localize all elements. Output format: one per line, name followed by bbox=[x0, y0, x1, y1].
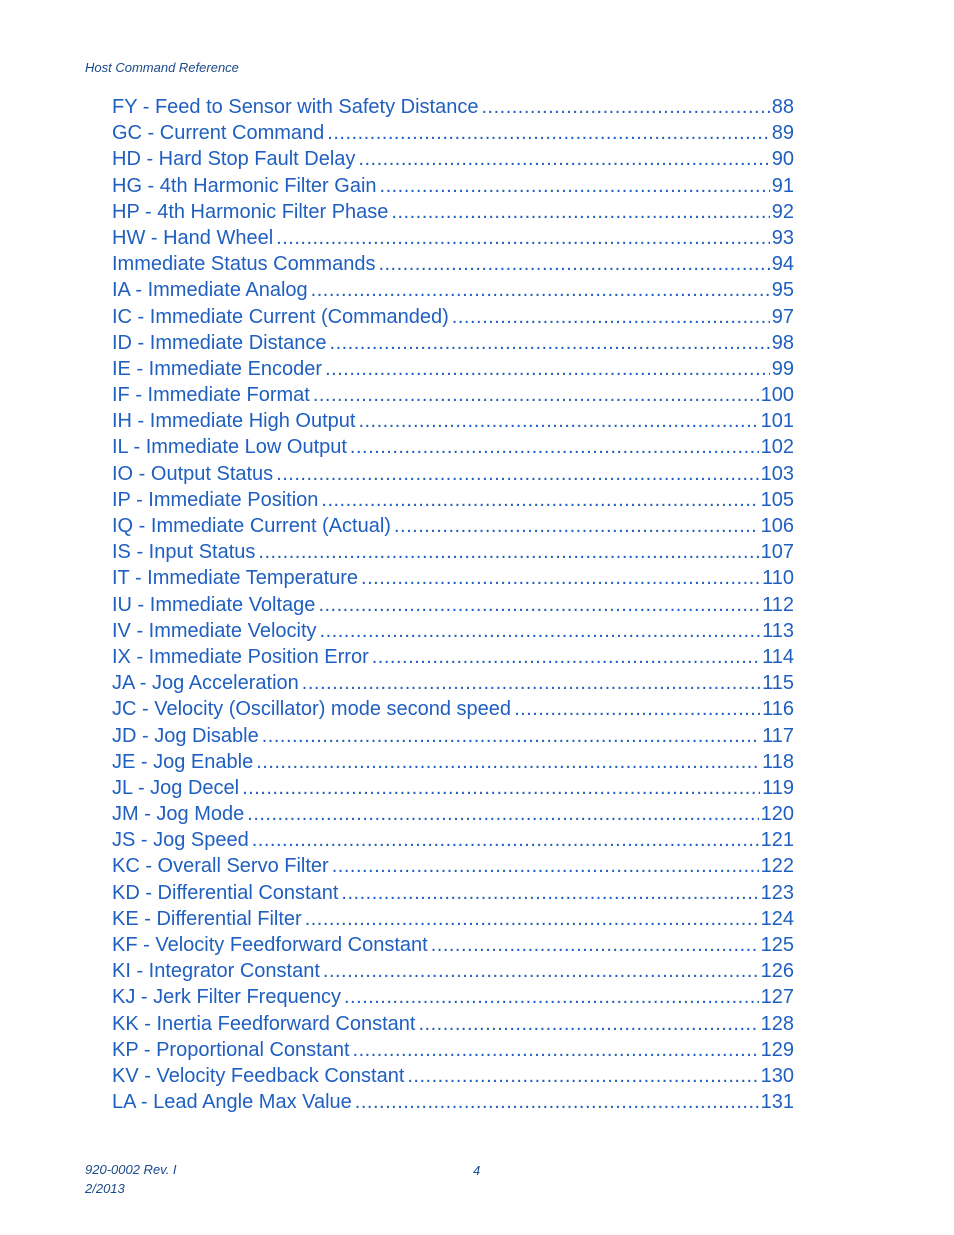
toc-dot-leader bbox=[514, 696, 760, 722]
toc-entry-page[interactable]: 101 bbox=[760, 410, 794, 433]
toc-entry[interactable] bbox=[112, 670, 794, 696]
toc-entry-page[interactable]: 99 bbox=[771, 357, 794, 380]
toc-entry-page[interactable]: 88 bbox=[771, 96, 794, 118]
toc-entry-title[interactable]: IV - Immediate Velocity bbox=[112, 619, 317, 642]
toc-entry[interactable] bbox=[112, 1011, 794, 1037]
toc-entry[interactable] bbox=[112, 749, 794, 775]
toc-entry-title[interactable]: KV - Velocity Feedback Constant bbox=[112, 1064, 405, 1087]
toc-entry-page[interactable]: 102 bbox=[760, 436, 794, 459]
toc-dot-leader bbox=[302, 670, 760, 696]
toc-entry-page[interactable]: 91 bbox=[771, 174, 794, 197]
toc-dot-leader bbox=[252, 827, 759, 853]
toc-entry-page[interactable]: 107 bbox=[760, 541, 794, 564]
toc-entry[interactable] bbox=[112, 618, 794, 644]
toc-dot-leader bbox=[350, 434, 759, 460]
toc-dot-leader bbox=[344, 984, 759, 1010]
toc-entry[interactable] bbox=[112, 723, 794, 749]
toc-entry-title[interactable]: HW - Hand Wheel bbox=[112, 226, 274, 249]
toc-entry-title[interactable]: ID - Immediate Distance bbox=[112, 331, 327, 354]
toc-dot-leader bbox=[431, 932, 759, 958]
footer-date: 2/2013 bbox=[85, 1181, 125, 1196]
toc-dot-leader bbox=[321, 487, 758, 513]
toc-entry[interactable] bbox=[112, 1089, 794, 1115]
toc-entry[interactable] bbox=[112, 644, 794, 670]
toc-dot-leader bbox=[311, 277, 770, 303]
toc-entry-page[interactable]: 117 bbox=[762, 724, 794, 747]
toc-entry-title[interactable]: Immediate Status Commands bbox=[112, 253, 376, 276]
toc-entry[interactable] bbox=[112, 251, 794, 277]
toc-entry-title[interactable]: IF - Immediate Format bbox=[112, 384, 310, 407]
toc-dot-leader bbox=[276, 225, 770, 251]
toc-entry-page[interactable]: 119 bbox=[762, 776, 794, 799]
running-header: Host Command Reference bbox=[85, 60, 239, 75]
toc-entry-page[interactable]: 105 bbox=[760, 488, 794, 511]
toc-entry-page[interactable]: 112 bbox=[762, 593, 794, 616]
toc-entry-title[interactable]: IL - Immediate Low Output bbox=[112, 436, 347, 459]
toc-entry-page[interactable]: 118 bbox=[762, 750, 794, 773]
toc-dot-leader bbox=[355, 1089, 759, 1115]
toc-entry[interactable] bbox=[112, 382, 794, 408]
toc-entry-title[interactable]: KD - Differential Constant bbox=[112, 881, 339, 904]
toc-entry-title[interactable]: IC - Immediate Current (Commanded) bbox=[112, 305, 449, 328]
toc-dot-leader bbox=[407, 1063, 758, 1089]
toc-entry-title[interactable]: KE - Differential Filter bbox=[112, 907, 302, 930]
toc-dot-leader bbox=[358, 146, 769, 172]
toc-dot-leader bbox=[323, 958, 759, 984]
toc-entry-title[interactable]: HD - Hard Stop Fault Delay bbox=[112, 148, 356, 171]
toc-entry-page[interactable]: 110 bbox=[762, 567, 794, 590]
toc-entry-title[interactable]: IU - Immediate Voltage bbox=[112, 593, 316, 616]
toc-entry[interactable] bbox=[112, 304, 794, 330]
toc-entry-title[interactable]: KP - Proportional Constant bbox=[112, 1038, 350, 1061]
toc-entry-title[interactable]: JL - Jog Decel bbox=[112, 776, 240, 799]
toc-dot-leader bbox=[262, 723, 760, 749]
toc-entry-title[interactable]: JD - Jog Disable bbox=[112, 724, 259, 747]
toc-entry-page[interactable]: 93 bbox=[771, 226, 794, 249]
toc-entry[interactable] bbox=[112, 932, 794, 958]
toc-entry-title[interactable]: IT - Immediate Temperature bbox=[112, 567, 359, 590]
toc-entry-page[interactable]: 126 bbox=[760, 960, 794, 983]
toc-dot-leader bbox=[318, 592, 760, 618]
toc-entry-page[interactable]: 106 bbox=[760, 515, 794, 537]
toc-entry-page[interactable]: 123 bbox=[760, 881, 794, 904]
toc-dot-leader bbox=[256, 749, 760, 775]
toc-entry-title[interactable]: HP - 4th Harmonic Filter Phase bbox=[112, 200, 389, 223]
toc-entry[interactable] bbox=[112, 775, 794, 801]
toc-entry-title[interactable]: KI - Integrator Constant bbox=[112, 960, 320, 983]
toc-entry-page[interactable]: 129 bbox=[760, 1038, 794, 1061]
toc-entry-page[interactable]: 124 bbox=[760, 907, 794, 930]
toc-entry-page[interactable]: 121 bbox=[760, 829, 794, 852]
toc-entry-page[interactable]: 113 bbox=[762, 619, 794, 642]
toc-entry-title[interactable]: IP - Immediate Position bbox=[112, 488, 319, 511]
table-of-contents bbox=[112, 94, 794, 1115]
toc-dot-leader bbox=[320, 618, 761, 644]
toc-entry-title[interactable]: JC - Velocity (Oscillator) mode second speed bbox=[112, 698, 512, 721]
toc-dot-leader bbox=[391, 199, 769, 225]
toc-entry-page[interactable]: 128 bbox=[760, 1012, 794, 1035]
toc-entry-title[interactable]: JS - Jog Speed bbox=[112, 829, 249, 852]
toc-entry[interactable] bbox=[112, 801, 794, 827]
toc-entry-page[interactable]: 120 bbox=[760, 803, 794, 826]
toc-entry-page[interactable]: 130 bbox=[760, 1064, 794, 1087]
toc-entry-title[interactable]: JE - Jog Enable bbox=[112, 750, 254, 773]
toc-entry-title[interactable]: IS - Input Status bbox=[112, 541, 256, 564]
toc-entry-title[interactable]: IH - Immediate High Output bbox=[112, 410, 356, 433]
toc-entry[interactable] bbox=[112, 958, 794, 984]
toc-entry[interactable] bbox=[112, 434, 794, 460]
toc-entry[interactable] bbox=[112, 539, 794, 565]
toc-dot-leader bbox=[330, 330, 770, 356]
toc-entry-title[interactable]: KF - Velocity Feedforward Constant bbox=[112, 934, 428, 956]
toc-entry-page[interactable]: 95 bbox=[771, 279, 794, 302]
toc-entry[interactable] bbox=[112, 827, 794, 853]
toc-dot-leader bbox=[481, 94, 769, 120]
toc-entry-title[interactable]: KK - Inertia Feedforward Constant bbox=[112, 1012, 416, 1035]
toc-entry-page[interactable]: 122 bbox=[760, 855, 794, 878]
toc-entry-page[interactable]: 131 bbox=[760, 1091, 794, 1114]
toc-entry-title[interactable]: LA - Lead Angle Max Value bbox=[112, 1091, 352, 1114]
toc-dot-leader bbox=[361, 565, 760, 591]
toc-entry[interactable] bbox=[112, 225, 794, 251]
toc-dot-leader bbox=[242, 775, 760, 801]
toc-entry-title[interactable]: IX - Immediate Position Error bbox=[112, 645, 369, 668]
toc-dot-leader bbox=[258, 539, 758, 565]
toc-dot-leader bbox=[325, 356, 770, 382]
toc-entry-page[interactable]: 89 bbox=[771, 122, 794, 145]
footer-doc-info bbox=[85, 1160, 177, 1198]
toc-entry-title[interactable]: JA - Jog Acceleration bbox=[112, 672, 299, 695]
toc-dot-leader bbox=[358, 408, 758, 434]
toc-entry-page[interactable]: 94 bbox=[771, 253, 794, 276]
toc-entry-page[interactable]: 100 bbox=[760, 384, 794, 407]
toc-entry-page[interactable]: 115 bbox=[762, 672, 794, 695]
toc-entry[interactable] bbox=[112, 1037, 794, 1063]
toc-entry[interactable] bbox=[112, 461, 794, 487]
toc-entry-page[interactable]: 114 bbox=[762, 645, 794, 668]
toc-dot-leader bbox=[305, 906, 759, 932]
toc-dot-leader bbox=[380, 173, 770, 199]
toc-entry-title[interactable]: GC - Current Command bbox=[112, 122, 325, 145]
toc-dot-leader bbox=[327, 120, 769, 146]
toc-entry[interactable] bbox=[112, 880, 794, 906]
toc-entry-page[interactable]: 125 bbox=[760, 934, 794, 956]
toc-entry[interactable] bbox=[112, 146, 794, 172]
toc-entry[interactable] bbox=[112, 120, 794, 146]
toc-entry[interactable] bbox=[112, 94, 794, 120]
toc-entry-title[interactable]: IQ - Immediate Current (Actual) bbox=[112, 515, 391, 537]
toc-entry-title[interactable]: FY - Feed to Sensor with Safety Distance bbox=[112, 96, 479, 118]
toc-entry[interactable] bbox=[112, 513, 794, 539]
toc-entry-title[interactable]: IA - Immediate Analog bbox=[112, 279, 308, 302]
toc-entry-title[interactable]: IE - Immediate Encoder bbox=[112, 357, 323, 380]
toc-entry[interactable] bbox=[112, 906, 794, 932]
toc-entry-page[interactable]: 97 bbox=[771, 305, 794, 328]
toc-entry[interactable] bbox=[112, 356, 794, 382]
footer-page-number: 4 bbox=[473, 1163, 481, 1178]
toc-entry-page[interactable]: 127 bbox=[760, 986, 794, 1009]
toc-entry[interactable] bbox=[112, 1063, 794, 1089]
toc-entry[interactable] bbox=[112, 173, 794, 199]
toc-entry[interactable] bbox=[112, 487, 794, 513]
toc-entry[interactable] bbox=[112, 592, 794, 618]
toc-entry-page[interactable]: 103 bbox=[760, 462, 794, 485]
toc-entry[interactable] bbox=[112, 984, 794, 1010]
toc-dot-leader bbox=[418, 1011, 758, 1037]
toc-entry-title[interactable]: KC - Overall Servo Filter bbox=[112, 855, 329, 878]
toc-entry-title[interactable]: IO - Output Status bbox=[112, 462, 274, 485]
toc-entry[interactable] bbox=[112, 330, 794, 356]
toc-dot-leader bbox=[372, 644, 760, 670]
footer-doc-number: 920-0002 Rev. I bbox=[85, 1162, 177, 1177]
toc-dot-leader bbox=[276, 461, 758, 487]
toc-entry-page[interactable]: 98 bbox=[771, 331, 794, 354]
toc-entry[interactable] bbox=[112, 853, 794, 879]
toc-entry-title[interactable]: KJ - Jerk Filter Frequency bbox=[112, 986, 341, 1009]
toc-entry-page[interactable]: 90 bbox=[771, 148, 794, 171]
toc-entry[interactable] bbox=[112, 565, 794, 591]
toc-entry-title[interactable]: HG - 4th Harmonic Filter Gain bbox=[112, 174, 377, 197]
toc-entry[interactable] bbox=[112, 696, 794, 722]
toc-entry-title[interactable]: JM - Jog Mode bbox=[112, 803, 245, 826]
toc-dot-leader bbox=[378, 251, 769, 277]
toc-entry[interactable] bbox=[112, 277, 794, 303]
toc-dot-leader bbox=[313, 382, 759, 408]
toc-entry-page[interactable]: 92 bbox=[771, 200, 794, 223]
toc-dot-leader bbox=[341, 880, 758, 906]
toc-entry[interactable] bbox=[112, 408, 794, 434]
toc-dot-leader bbox=[353, 1037, 759, 1063]
toc-dot-leader bbox=[247, 801, 758, 827]
toc-dot-leader bbox=[332, 853, 759, 879]
toc-dot-leader bbox=[394, 513, 759, 539]
toc-dot-leader bbox=[452, 304, 770, 330]
toc-entry[interactable] bbox=[112, 199, 794, 225]
toc-entry-page[interactable]: 116 bbox=[762, 698, 794, 721]
